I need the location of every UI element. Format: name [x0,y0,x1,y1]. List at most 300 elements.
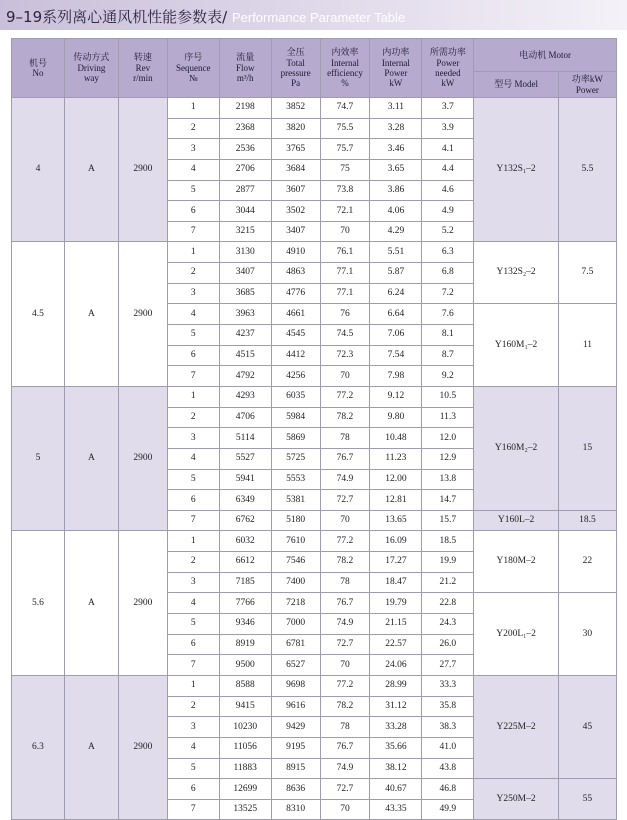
power-needed-cell: 49.9 [422,799,474,820]
table-body [12,98,617,820]
header-line: 全压 [286,47,305,58]
seq-cell: 7 [167,366,219,387]
pressure-cell: 3607 [271,180,320,201]
power-needed-cell: 27.7 [422,655,474,676]
internal-power-cell: 43.35 [370,799,422,820]
seq-cell: 4 [167,448,219,469]
header-line: Internal [331,57,359,68]
header-power-needed [422,39,474,98]
internal-power-cell: 5.51 [370,242,422,263]
pressure-cell: 9195 [271,737,320,758]
seq-cell: 6 [167,201,219,222]
header-driving-way [64,39,118,98]
pressure-cell: 7000 [271,614,320,635]
seq-cell: 1 [167,675,219,696]
header-line: 功率kW [571,74,603,85]
motor-model-cell: Y200L₁–2 [474,593,559,676]
power-needed-cell: 14.7 [422,490,474,511]
seq-cell: 6 [167,634,219,655]
flow-cell: 8588 [219,675,271,696]
seq-cell: 3 [167,283,219,304]
driving-way-cell: A [64,531,118,675]
efficiency-cell: 72.7 [320,634,370,655]
seq-cell: 1 [167,98,219,119]
performance-table [11,38,617,820]
seq-cell: 3 [167,572,219,593]
header-internal-efficiency [320,39,370,98]
header-line: kW [389,78,403,89]
header-line: way [83,73,99,84]
efficiency-cell: 72.1 [320,201,370,222]
seq-cell: 1 [167,386,219,407]
pressure-cell: 5869 [271,428,320,449]
efficiency-cell: 78.2 [320,696,370,717]
flow-cell: 12699 [219,779,271,800]
header-total-pressure [271,39,320,98]
seq-cell: 7 [167,655,219,676]
motor-model-cell: Y160M₂–2 [474,386,559,510]
header-line: % [341,78,349,89]
flow-cell: 7185 [219,572,271,593]
internal-power-cell: 21.15 [370,614,422,635]
pressure-cell: 9616 [271,696,320,717]
efficiency-cell: 70 [320,366,370,387]
header-line: 序号 [184,52,203,63]
flow-cell: 9500 [219,655,271,676]
header-line: Power [575,84,599,95]
seq-cell: 4 [167,737,219,758]
header-sequence [167,39,219,98]
page-title [6,6,405,27]
header-line: 内效率 [331,47,359,58]
efficiency-cell: 76 [320,304,370,325]
flow-cell: 3130 [219,242,271,263]
internal-power-cell: 7.54 [370,345,422,366]
header-line: r/min [133,73,153,84]
motor-power-cell: 22 [558,531,616,593]
flow-cell: 7766 [219,593,271,614]
efficiency-cell: 72.7 [320,490,370,511]
header-line: efficiency [327,68,363,78]
header-internal-power [370,39,422,98]
motor-power-cell: 30 [558,593,616,676]
seq-cell: 7 [167,799,219,820]
speed-cell: 2900 [118,675,167,819]
pressure-cell: 5553 [271,469,320,490]
power-needed-cell: 18.5 [422,531,474,552]
seq-cell: 7 [167,510,219,531]
pressure-cell: 3502 [271,201,320,222]
seq-cell: 7 [167,221,219,242]
header-line: 传动方式 [73,52,110,63]
pressure-cell: 8915 [271,758,320,779]
internal-power-cell: 18.47 [370,572,422,593]
internal-power-cell: 38.12 [370,758,422,779]
header-line: 转速 [133,52,152,63]
power-needed-cell: 4.9 [422,201,474,222]
internal-power-cell: 16.09 [370,531,422,552]
flow-cell: 5114 [219,428,271,449]
internal-power-cell: 7.06 [370,325,422,346]
motor-model-cell: Y250M–2 [474,779,559,820]
seq-cell: 5 [167,469,219,490]
efficiency-cell: 70 [320,510,370,531]
internal-power-cell: 9.80 [370,407,422,428]
table-row [12,675,617,696]
flow-cell: 2198 [219,98,271,119]
header-line: Driving [77,62,106,73]
header-flow [219,39,271,98]
flow-cell: 9346 [219,614,271,635]
power-needed-cell: 13.8 [422,469,474,490]
driving-way-cell: A [64,242,118,386]
seq-cell: 5 [167,180,219,201]
seq-cell: 1 [167,242,219,263]
table-row [12,531,617,552]
speed-cell: 2900 [118,531,167,675]
efficiency-cell: 78 [320,717,370,738]
title-english: Performance Parameter Table [231,10,406,25]
flow-cell: 9415 [219,696,271,717]
pressure-cell: 9429 [271,717,320,738]
flow-cell: 2368 [219,118,271,139]
pressure-cell: 6527 [271,655,320,676]
header-line: Rev [135,62,151,73]
power-needed-cell: 4.4 [422,159,474,180]
power-needed-cell: 41.0 [422,737,474,758]
internal-power-cell: 35.66 [370,737,422,758]
header-motor [474,39,617,72]
motor-power-cell: 7.5 [558,242,616,304]
power-needed-cell: 22.8 [422,593,474,614]
header-line: Pa [291,78,301,89]
pressure-cell: 5984 [271,407,320,428]
efficiency-cell: 72.3 [320,345,370,366]
internal-power-cell: 12.81 [370,490,422,511]
internal-power-cell: 40.67 [370,779,422,800]
flow-cell: 11883 [219,758,271,779]
power-needed-cell: 35.8 [422,696,474,717]
seq-cell: 4 [167,593,219,614]
motor-power-cell: 5.5 [558,98,616,242]
power-needed-cell: 8.7 [422,345,474,366]
flow-cell: 6762 [219,510,271,531]
pressure-cell: 7218 [271,593,320,614]
seq-cell: 3 [167,428,219,449]
power-needed-cell: 9.2 [422,366,474,387]
seq-cell: 4 [167,304,219,325]
power-needed-cell: 26.0 [422,634,474,655]
pressure-cell: 3407 [271,221,320,242]
efficiency-cell: 74.5 [320,325,370,346]
power-needed-cell: 4.6 [422,180,474,201]
seq-cell: 5 [167,614,219,635]
title-chinese: 9–19系列离心通风机性能参数表 [6,8,223,26]
motor-model-cell: Y180M–2 [474,531,559,593]
power-needed-cell: 7.6 [422,304,474,325]
efficiency-cell: 72.7 [320,779,370,800]
motor-power-cell: 45 [558,675,616,778]
motor-power-cell: 55 [558,779,616,820]
flow-cell: 3963 [219,304,271,325]
internal-power-cell: 3.28 [370,118,422,139]
internal-power-cell: 3.11 [370,98,422,119]
title-separator: / [222,8,232,26]
flow-cell: 5527 [219,448,271,469]
seq-cell: 1 [167,531,219,552]
title-bar [0,0,627,30]
power-needed-cell: 3.7 [422,98,474,119]
internal-power-cell: 28.99 [370,675,422,696]
flow-cell: 6032 [219,531,271,552]
internal-power-cell: 12.00 [370,469,422,490]
power-needed-cell: 19.9 [422,552,474,573]
seq-cell: 6 [167,779,219,800]
power-needed-cell: 4.1 [422,139,474,160]
pressure-cell: 3820 [271,118,320,139]
efficiency-cell: 70 [320,799,370,820]
header-line: № [188,73,198,84]
seq-cell: 6 [167,490,219,511]
header-line: needed [435,68,461,78]
header-line: 机号 [28,57,47,68]
header-line: 型号 Model [494,79,538,90]
table-header [12,39,617,98]
power-needed-cell: 12.0 [422,428,474,449]
machine-no-cell: 5 [12,386,65,530]
pressure-cell: 6781 [271,634,320,655]
internal-power-cell: 3.86 [370,180,422,201]
efficiency-cell: 75.5 [320,118,370,139]
efficiency-cell: 74.9 [320,758,370,779]
internal-power-cell: 9.12 [370,386,422,407]
pressure-cell: 9698 [271,675,320,696]
pressure-cell: 5180 [271,510,320,531]
internal-power-cell: 22.57 [370,634,422,655]
header-line: Flow [235,62,255,73]
efficiency-cell: 77.1 [320,263,370,284]
flow-cell: 8919 [219,634,271,655]
power-needed-cell: 11.3 [422,407,474,428]
seq-cell: 2 [167,552,219,573]
flow-cell: 4792 [219,366,271,387]
pressure-cell: 6035 [271,386,320,407]
flow-cell: 6612 [219,552,271,573]
motor-power-cell: 15 [558,386,616,510]
header-line: 所需功率 [429,47,466,58]
header-line: 电动机 Motor [519,49,572,60]
flow-cell: 2877 [219,180,271,201]
motor-model-cell: Y225M–2 [474,675,559,778]
efficiency-cell: 76.7 [320,448,370,469]
header-machine-no [12,39,65,98]
machine-no-cell: 4 [12,98,65,242]
efficiency-cell: 74.9 [320,469,370,490]
internal-power-cell: 19.79 [370,593,422,614]
speed-cell: 2900 [118,242,167,386]
seq-cell: 5 [167,325,219,346]
speed-cell: 2900 [118,386,167,530]
power-needed-cell: 7.2 [422,283,474,304]
pressure-cell: 5725 [271,448,320,469]
efficiency-cell: 75.7 [320,139,370,160]
internal-power-cell: 17.27 [370,552,422,573]
efficiency-cell: 73.8 [320,180,370,201]
table-row [12,242,617,263]
header-line: Total [286,57,305,68]
header-motor-power [558,72,616,98]
pressure-cell: 4661 [271,304,320,325]
flow-cell: 4293 [219,386,271,407]
pressure-cell: 7400 [271,572,320,593]
power-needed-cell: 15.7 [422,510,474,531]
efficiency-cell: 76.1 [320,242,370,263]
pressure-cell: 5381 [271,490,320,511]
table-row [12,386,617,407]
flow-cell: 5941 [219,469,271,490]
motor-power-cell: 11 [558,304,616,387]
seq-cell: 2 [167,407,219,428]
header-line: 内功率 [382,47,410,58]
internal-power-cell: 11.23 [370,448,422,469]
header-motor-model [474,72,559,98]
pressure-cell: 3852 [271,98,320,119]
internal-power-cell: 13.65 [370,510,422,531]
internal-power-cell: 5.87 [370,263,422,284]
pressure-cell: 7546 [271,552,320,573]
power-needed-cell: 6.3 [422,242,474,263]
motor-model-cell: Y160L–2 [474,510,559,531]
efficiency-cell: 77.2 [320,531,370,552]
flow-cell: 10230 [219,717,271,738]
internal-power-cell: 31.12 [370,696,422,717]
machine-no-cell: 4.5 [12,242,65,386]
flow-cell: 13525 [219,799,271,820]
header-line: pressure [280,68,311,78]
seq-cell: 2 [167,263,219,284]
power-needed-cell: 38.3 [422,717,474,738]
flow-cell: 4706 [219,407,271,428]
efficiency-cell: 76.7 [320,737,370,758]
internal-power-cell: 6.64 [370,304,422,325]
power-needed-cell: 24.3 [422,614,474,635]
efficiency-cell: 78 [320,572,370,593]
power-needed-cell: 8.1 [422,325,474,346]
pressure-cell: 4412 [271,345,320,366]
efficiency-cell: 75 [320,159,370,180]
flow-cell: 3044 [219,201,271,222]
flow-cell: 11056 [219,737,271,758]
power-needed-cell: 46.8 [422,779,474,800]
pressure-cell: 4256 [271,366,320,387]
driving-way-cell: A [64,675,118,819]
header-line: Power [436,57,460,68]
header-line: Sequence [176,62,211,73]
driving-way-cell: A [64,98,118,242]
header-line: kW [441,78,455,89]
efficiency-cell: 77.2 [320,675,370,696]
efficiency-cell: 78.2 [320,552,370,573]
internal-power-cell: 7.98 [370,366,422,387]
internal-power-cell: 10.48 [370,428,422,449]
table-row [12,98,617,119]
flow-cell: 4515 [219,345,271,366]
seq-cell: 6 [167,345,219,366]
pressure-cell: 4910 [271,242,320,263]
power-needed-cell: 33.3 [422,675,474,696]
efficiency-cell: 77.1 [320,283,370,304]
pressure-cell: 4776 [271,283,320,304]
seq-cell: 4 [167,159,219,180]
efficiency-cell: 76.7 [320,593,370,614]
header-line: No [32,68,44,78]
flow-cell: 3685 [219,283,271,304]
flow-cell: 2706 [219,159,271,180]
pressure-cell: 7610 [271,531,320,552]
machine-no-cell: 5.6 [12,531,65,675]
efficiency-cell: 74.7 [320,98,370,119]
pressure-cell: 3684 [271,159,320,180]
seq-cell: 2 [167,118,219,139]
internal-power-cell: 3.65 [370,159,422,180]
seq-cell: 3 [167,717,219,738]
motor-model-cell: Y132S₁–2 [474,98,559,242]
header-line: m³/h [236,73,254,84]
internal-power-cell: 4.29 [370,221,422,242]
flow-cell: 3215 [219,221,271,242]
seq-cell: 3 [167,139,219,160]
motor-power-cell: 18.5 [558,510,616,531]
efficiency-cell: 77.2 [320,386,370,407]
header-speed [118,39,167,98]
seq-cell: 5 [167,758,219,779]
power-needed-cell: 21.2 [422,572,474,593]
motor-model-cell: Y132S₂–2 [474,242,559,304]
power-needed-cell: 5.2 [422,221,474,242]
seq-cell: 2 [167,696,219,717]
flow-cell: 6349 [219,490,271,511]
efficiency-cell: 74.9 [320,614,370,635]
flow-cell: 4237 [219,325,271,346]
efficiency-cell: 78.2 [320,407,370,428]
pressure-cell: 3765 [271,139,320,160]
power-needed-cell: 12.9 [422,448,474,469]
internal-power-cell: 24.06 [370,655,422,676]
header-line: Power [384,68,408,78]
efficiency-cell: 70 [320,655,370,676]
power-needed-cell: 3.9 [422,118,474,139]
speed-cell: 2900 [118,98,167,242]
driving-way-cell: A [64,386,118,530]
motor-model-cell: Y160M₁–2 [474,304,559,387]
power-needed-cell: 43.8 [422,758,474,779]
pressure-cell: 8310 [271,799,320,820]
header-line: Internal [381,57,410,68]
pressure-cell: 4545 [271,325,320,346]
internal-power-cell: 4.06 [370,201,422,222]
pressure-cell: 8636 [271,779,320,800]
pressure-cell: 4863 [271,263,320,284]
internal-power-cell: 3.46 [370,139,422,160]
internal-power-cell: 33.28 [370,717,422,738]
internal-power-cell: 6.24 [370,283,422,304]
flow-cell: 3407 [219,263,271,284]
efficiency-cell: 70 [320,221,370,242]
header-line: 流量 [236,52,255,63]
power-needed-cell: 10.5 [422,386,474,407]
flow-cell: 2536 [219,139,271,160]
machine-no-cell: 6.3 [12,675,65,819]
